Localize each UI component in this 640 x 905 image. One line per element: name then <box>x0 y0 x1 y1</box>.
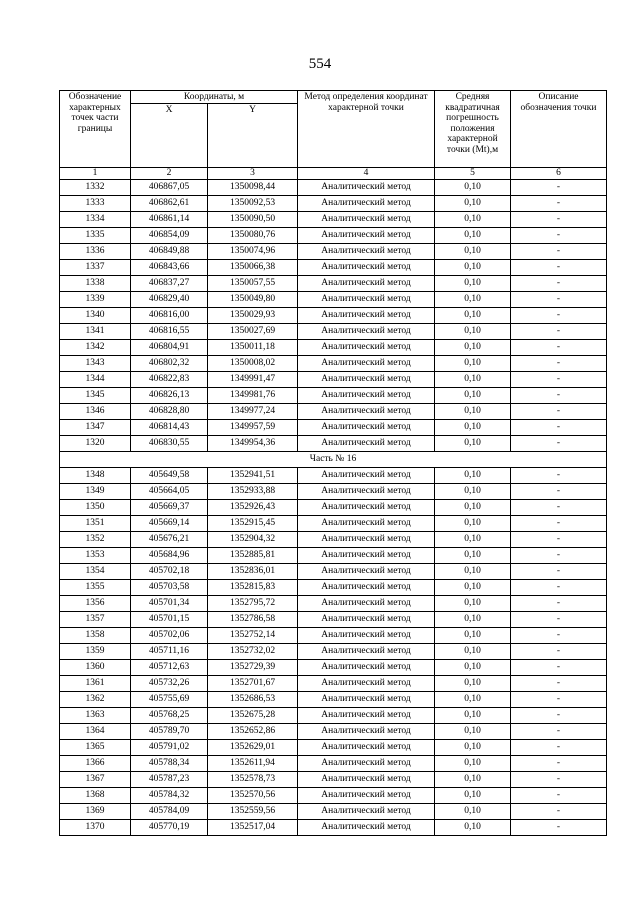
y-coordinate-cell: 1350066,38 <box>208 260 298 276</box>
y-coordinate-cell: 1352752,14 <box>208 628 298 644</box>
x-coordinate-cell: 406802,32 <box>131 356 208 372</box>
description-cell: - <box>511 468 607 484</box>
table-row <box>60 612 607 628</box>
method-cell: Аналитический метод <box>298 356 435 372</box>
x-coordinate-cell: 406830,55 <box>131 436 208 452</box>
mean-error-cell: 0,10 <box>435 196 511 212</box>
mean-error-cell: 0,10 <box>435 468 511 484</box>
description-cell: - <box>511 740 607 756</box>
table-row <box>60 356 607 372</box>
y-coordinate-cell: 1350029,93 <box>208 308 298 324</box>
table-row <box>60 180 607 196</box>
header-coordinates: Координаты, м <box>131 91 298 104</box>
x-coordinate-cell: 405701,15 <box>131 612 208 628</box>
description-cell: - <box>511 420 607 436</box>
x-coordinate-cell: 405669,37 <box>131 500 208 516</box>
y-coordinate-cell: 1352904,32 <box>208 532 298 548</box>
table-row <box>60 548 607 564</box>
mean-error-cell: 0,10 <box>435 180 511 196</box>
y-coordinate-cell: 1350027,69 <box>208 324 298 340</box>
table-body-part-a <box>60 180 607 452</box>
coordinates-table <box>59 90 607 836</box>
table-row <box>60 340 607 356</box>
point-number-cell: 1344 <box>60 372 131 388</box>
y-coordinate-cell: 1350098,44 <box>208 180 298 196</box>
mean-error-cell: 0,10 <box>435 484 511 500</box>
point-number-cell: 1339 <box>60 292 131 308</box>
mean-error-cell: 0,10 <box>435 580 511 596</box>
mean-error-cell: 0,10 <box>435 644 511 660</box>
x-coordinate-cell: 406829,40 <box>131 292 208 308</box>
method-cell: Аналитический метод <box>298 692 435 708</box>
y-coordinate-cell: 1352559,56 <box>208 804 298 820</box>
x-coordinate-cell: 405676,21 <box>131 532 208 548</box>
x-coordinate-cell: 406816,55 <box>131 324 208 340</box>
description-cell: - <box>511 660 607 676</box>
point-number-cell: 1343 <box>60 356 131 372</box>
mean-error-cell: 0,10 <box>435 324 511 340</box>
method-cell: Аналитический метод <box>298 548 435 564</box>
x-coordinate-cell: 406816,00 <box>131 308 208 324</box>
description-cell: - <box>511 228 607 244</box>
description-cell: - <box>511 564 607 580</box>
mean-error-cell: 0,10 <box>435 676 511 692</box>
point-number-cell: 1359 <box>60 644 131 660</box>
method-cell: Аналитический метод <box>298 644 435 660</box>
description-cell: - <box>511 756 607 772</box>
method-cell: Аналитический метод <box>298 324 435 340</box>
point-number-cell: 1345 <box>60 388 131 404</box>
point-number-cell: 1355 <box>60 580 131 596</box>
mean-error-cell: 0,10 <box>435 772 511 788</box>
mean-error-cell: 0,10 <box>435 212 511 228</box>
mean-error-cell: 0,10 <box>435 228 511 244</box>
description-cell: - <box>511 820 607 836</box>
y-coordinate-cell: 1352701,67 <box>208 676 298 692</box>
method-cell: Аналитический метод <box>298 500 435 516</box>
column-number: 6 <box>511 168 607 180</box>
y-coordinate-cell: 1352652,86 <box>208 724 298 740</box>
method-cell: Аналитический метод <box>298 196 435 212</box>
description-cell: - <box>511 580 607 596</box>
method-cell: Аналитический метод <box>298 436 435 452</box>
point-number-cell: 1357 <box>60 612 131 628</box>
mean-error-cell: 0,10 <box>435 420 511 436</box>
header-y: Y <box>208 104 298 168</box>
part-separator <box>60 452 607 468</box>
point-number-cell: 1367 <box>60 772 131 788</box>
table-row <box>60 772 607 788</box>
point-number-cell: 1335 <box>60 228 131 244</box>
description-cell: - <box>511 596 607 612</box>
table-row <box>60 596 607 612</box>
x-coordinate-cell: 405702,18 <box>131 564 208 580</box>
table-row <box>60 804 607 820</box>
point-number-cell: 1368 <box>60 788 131 804</box>
y-coordinate-cell: 1349977,24 <box>208 404 298 420</box>
description-cell: - <box>511 484 607 500</box>
description-cell: - <box>511 260 607 276</box>
method-cell: Аналитический метод <box>298 516 435 532</box>
y-coordinate-cell: 1352926,43 <box>208 500 298 516</box>
table-row <box>60 820 607 836</box>
method-cell: Аналитический метод <box>298 804 435 820</box>
table-row <box>60 372 607 388</box>
description-cell: - <box>511 532 607 548</box>
description-cell: - <box>511 356 607 372</box>
x-coordinate-cell: 405703,58 <box>131 580 208 596</box>
point-number-cell: 1333 <box>60 196 131 212</box>
header-point-designation: Обозначение характерных точек части границы <box>60 91 131 168</box>
description-cell: - <box>511 612 607 628</box>
mean-error-cell: 0,10 <box>435 548 511 564</box>
mean-error-cell: 0,10 <box>435 276 511 292</box>
description-cell: - <box>511 804 607 820</box>
mean-error-cell: 0,10 <box>435 596 511 612</box>
point-number-cell: 1346 <box>60 404 131 420</box>
y-coordinate-cell: 1350057,55 <box>208 276 298 292</box>
mean-error-cell: 0,10 <box>435 740 511 756</box>
y-coordinate-cell: 1352941,51 <box>208 468 298 484</box>
table-row <box>60 260 607 276</box>
point-number-cell: 1332 <box>60 180 131 196</box>
point-number-cell: 1347 <box>60 420 131 436</box>
page-number: 554 <box>308 56 332 72</box>
description-cell: - <box>511 324 607 340</box>
table-row <box>60 676 607 692</box>
y-coordinate-cell: 1352675,28 <box>208 708 298 724</box>
point-number-cell: 1337 <box>60 260 131 276</box>
y-coordinate-cell: 1352578,73 <box>208 772 298 788</box>
mean-error-cell: 0,10 <box>435 356 511 372</box>
point-number-cell: 1358 <box>60 628 131 644</box>
x-coordinate-cell: 405732,26 <box>131 676 208 692</box>
point-number-cell: 1363 <box>60 708 131 724</box>
y-coordinate-cell: 1350090,50 <box>208 212 298 228</box>
table-row <box>60 740 607 756</box>
y-coordinate-cell: 1352611,94 <box>208 756 298 772</box>
x-coordinate-cell: 405784,09 <box>131 804 208 820</box>
point-number-cell: 1361 <box>60 676 131 692</box>
mean-error-cell: 0,10 <box>435 292 511 308</box>
y-coordinate-cell: 1349954,36 <box>208 436 298 452</box>
header-mean-error: Средняя квадратичная погрешность положения характерной точки (Mt),м <box>435 91 511 168</box>
mean-error-cell: 0,10 <box>435 260 511 276</box>
column-number: 5 <box>435 168 511 180</box>
x-coordinate-cell: 406828,80 <box>131 404 208 420</box>
description-cell: - <box>511 372 607 388</box>
method-cell: Аналитический метод <box>298 388 435 404</box>
description-cell: - <box>511 708 607 724</box>
description-cell: - <box>511 676 607 692</box>
mean-error-cell: 0,10 <box>435 660 511 676</box>
point-number-cell: 1352 <box>60 532 131 548</box>
point-number-cell: 1369 <box>60 804 131 820</box>
method-cell: Аналитический метод <box>298 372 435 388</box>
method-cell: Аналитический метод <box>298 308 435 324</box>
x-coordinate-cell: 406822,83 <box>131 372 208 388</box>
x-coordinate-cell: 406826,13 <box>131 388 208 404</box>
mean-error-cell: 0,10 <box>435 756 511 772</box>
y-coordinate-cell: 1352786,58 <box>208 612 298 628</box>
method-cell: Аналитический метод <box>298 660 435 676</box>
point-number-cell: 1354 <box>60 564 131 580</box>
point-number-cell: 1370 <box>60 820 131 836</box>
point-number-cell: 1338 <box>60 276 131 292</box>
method-cell: Аналитический метод <box>298 788 435 804</box>
method-cell: Аналитический метод <box>298 580 435 596</box>
y-coordinate-cell: 1352836,01 <box>208 564 298 580</box>
x-coordinate-cell: 405789,70 <box>131 724 208 740</box>
table-row <box>60 212 607 228</box>
point-number-cell: 1351 <box>60 516 131 532</box>
mean-error-cell: 0,10 <box>435 788 511 804</box>
y-coordinate-cell: 1352732,02 <box>208 644 298 660</box>
method-cell: Аналитический метод <box>298 484 435 500</box>
mean-error-cell: 0,10 <box>435 372 511 388</box>
method-cell: Аналитический метод <box>298 724 435 740</box>
description-cell: - <box>511 788 607 804</box>
method-cell: Аналитический метод <box>298 244 435 260</box>
column-number: 2 <box>131 168 208 180</box>
x-coordinate-cell: 405755,69 <box>131 692 208 708</box>
method-cell: Аналитический метод <box>298 756 435 772</box>
method-cell: Аналитический метод <box>298 532 435 548</box>
point-number-cell: 1364 <box>60 724 131 740</box>
x-coordinate-cell: 406849,88 <box>131 244 208 260</box>
x-coordinate-cell: 406843,66 <box>131 260 208 276</box>
method-cell: Аналитический метод <box>298 708 435 724</box>
mean-error-cell: 0,10 <box>435 724 511 740</box>
point-number-cell: 1340 <box>60 308 131 324</box>
description-cell: - <box>511 180 607 196</box>
table-row <box>60 388 607 404</box>
mean-error-cell: 0,10 <box>435 820 511 836</box>
x-coordinate-cell: 405788,34 <box>131 756 208 772</box>
mean-error-cell: 0,10 <box>435 340 511 356</box>
x-coordinate-cell: 405784,32 <box>131 788 208 804</box>
method-cell: Аналитический метод <box>298 340 435 356</box>
table-row <box>60 500 607 516</box>
table-row <box>60 244 607 260</box>
point-number-cell: 1353 <box>60 548 131 564</box>
table-row <box>60 276 607 292</box>
point-number-cell: 1365 <box>60 740 131 756</box>
y-coordinate-cell: 1349981,76 <box>208 388 298 404</box>
y-coordinate-cell: 1352729,39 <box>208 660 298 676</box>
point-number-cell: 1341 <box>60 324 131 340</box>
x-coordinate-cell: 406854,09 <box>131 228 208 244</box>
x-coordinate-cell: 406861,14 <box>131 212 208 228</box>
y-coordinate-cell: 1352915,45 <box>208 516 298 532</box>
point-number-cell: 1320 <box>60 436 131 452</box>
x-coordinate-cell: 406837,27 <box>131 276 208 292</box>
point-number-cell: 1362 <box>60 692 131 708</box>
method-cell: Аналитический метод <box>298 468 435 484</box>
description-cell: - <box>511 340 607 356</box>
mean-error-cell: 0,10 <box>435 404 511 420</box>
method-cell: Аналитический метод <box>298 564 435 580</box>
description-cell: - <box>511 692 607 708</box>
x-coordinate-cell: 406814,43 <box>131 420 208 436</box>
table-row <box>60 788 607 804</box>
x-coordinate-cell: 405649,58 <box>131 468 208 484</box>
table-row <box>60 308 607 324</box>
table-row <box>60 324 607 340</box>
y-coordinate-cell: 1352517,04 <box>208 820 298 836</box>
point-number-cell: 1348 <box>60 468 131 484</box>
method-cell: Аналитический метод <box>298 420 435 436</box>
description-cell: - <box>511 516 607 532</box>
x-coordinate-cell: 406867,05 <box>131 180 208 196</box>
description-cell: - <box>511 276 607 292</box>
x-coordinate-cell: 405791,02 <box>131 740 208 756</box>
table-row <box>60 724 607 740</box>
mean-error-cell: 0,10 <box>435 308 511 324</box>
description-cell: - <box>511 196 607 212</box>
description-cell: - <box>511 772 607 788</box>
point-number-cell: 1334 <box>60 212 131 228</box>
mean-error-cell: 0,10 <box>435 612 511 628</box>
y-coordinate-cell: 1352795,72 <box>208 596 298 612</box>
table-row <box>60 404 607 420</box>
y-coordinate-cell: 1349991,47 <box>208 372 298 388</box>
method-cell: Аналитический метод <box>298 596 435 612</box>
table-row <box>60 228 607 244</box>
method-cell: Аналитический метод <box>298 404 435 420</box>
table-row <box>60 756 607 772</box>
y-coordinate-cell: 1349957,59 <box>208 420 298 436</box>
table-row <box>60 468 607 484</box>
method-cell: Аналитический метод <box>298 820 435 836</box>
table-row <box>60 580 607 596</box>
y-coordinate-cell: 1352570,56 <box>208 788 298 804</box>
y-coordinate-cell: 1352686,53 <box>208 692 298 708</box>
x-coordinate-cell: 405702,06 <box>131 628 208 644</box>
method-cell: Аналитический метод <box>298 228 435 244</box>
y-coordinate-cell: 1352885,81 <box>208 548 298 564</box>
mean-error-cell: 0,10 <box>435 244 511 260</box>
point-number-cell: 1342 <box>60 340 131 356</box>
description-cell: - <box>511 292 607 308</box>
table-row <box>60 708 607 724</box>
description-cell: - <box>511 724 607 740</box>
mean-error-cell: 0,10 <box>435 692 511 708</box>
table-row <box>60 692 607 708</box>
mean-error-cell: 0,10 <box>435 564 511 580</box>
mean-error-cell: 0,10 <box>435 532 511 548</box>
x-coordinate-cell: 405669,14 <box>131 516 208 532</box>
table-row <box>60 292 607 308</box>
mean-error-cell: 0,10 <box>435 388 511 404</box>
method-cell: Аналитический метод <box>298 212 435 228</box>
method-cell: Аналитический метод <box>298 276 435 292</box>
description-cell: - <box>511 436 607 452</box>
x-coordinate-cell: 405787,23 <box>131 772 208 788</box>
x-coordinate-cell: 405711,16 <box>131 644 208 660</box>
mean-error-cell: 0,10 <box>435 628 511 644</box>
mean-error-cell: 0,10 <box>435 436 511 452</box>
table-row <box>60 196 607 212</box>
x-coordinate-cell: 405712,63 <box>131 660 208 676</box>
description-cell: - <box>511 388 607 404</box>
table-row <box>60 484 607 500</box>
table-row <box>60 420 607 436</box>
method-cell: Аналитический метод <box>298 612 435 628</box>
mean-error-cell: 0,10 <box>435 500 511 516</box>
table-row <box>60 660 607 676</box>
description-cell: - <box>511 548 607 564</box>
table-row <box>60 564 607 580</box>
method-cell: Аналитический метод <box>298 772 435 788</box>
description-cell: - <box>511 644 607 660</box>
header-x: X <box>131 104 208 168</box>
point-number-cell: 1356 <box>60 596 131 612</box>
point-number-cell: 1350 <box>60 500 131 516</box>
description-cell: - <box>511 500 607 516</box>
y-coordinate-cell: 1350092,53 <box>208 196 298 212</box>
table-row <box>60 516 607 532</box>
point-number-cell: 1366 <box>60 756 131 772</box>
point-number-cell: 1336 <box>60 244 131 260</box>
table-body-part-b <box>60 468 607 836</box>
method-cell: Аналитический метод <box>298 740 435 756</box>
point-number-cell: 1360 <box>60 660 131 676</box>
y-coordinate-cell: 1352629,01 <box>208 740 298 756</box>
table-row <box>60 628 607 644</box>
column-number: 3 <box>208 168 298 180</box>
description-cell: - <box>511 308 607 324</box>
description-cell: - <box>511 244 607 260</box>
x-coordinate-cell: 405701,34 <box>131 596 208 612</box>
y-coordinate-cell: 1350074,96 <box>208 244 298 260</box>
y-coordinate-cell: 1350049,80 <box>208 292 298 308</box>
header-method: Метод определения координат характерной точки <box>298 91 435 168</box>
x-coordinate-cell: 405770,19 <box>131 820 208 836</box>
method-cell: Аналитический метод <box>298 292 435 308</box>
y-coordinate-cell: 1350080,76 <box>208 228 298 244</box>
part-label: Часть № 16 <box>60 452 607 468</box>
x-coordinate-cell: 406862,61 <box>131 196 208 212</box>
description-cell: - <box>511 212 607 228</box>
point-number-cell: 1349 <box>60 484 131 500</box>
y-coordinate-cell: 1350008,02 <box>208 356 298 372</box>
table-row <box>60 532 607 548</box>
method-cell: Аналитический метод <box>298 260 435 276</box>
header-description: Описание обозначения точки <box>511 91 607 168</box>
y-coordinate-cell: 1352815,83 <box>208 580 298 596</box>
x-coordinate-cell: 406804,91 <box>131 340 208 356</box>
y-coordinate-cell: 1352933,88 <box>208 484 298 500</box>
method-cell: Аналитический метод <box>298 628 435 644</box>
x-coordinate-cell: 405684,96 <box>131 548 208 564</box>
description-cell: - <box>511 404 607 420</box>
y-coordinate-cell: 1350011,18 <box>208 340 298 356</box>
mean-error-cell: 0,10 <box>435 708 511 724</box>
description-cell: - <box>511 628 607 644</box>
method-cell: Аналитический метод <box>298 180 435 196</box>
table-row <box>60 644 607 660</box>
x-coordinate-cell: 405768,25 <box>131 708 208 724</box>
mean-error-cell: 0,10 <box>435 516 511 532</box>
column-number: 1 <box>60 168 131 180</box>
method-cell: Аналитический метод <box>298 676 435 692</box>
table-row <box>60 436 607 452</box>
x-coordinate-cell: 405664,05 <box>131 484 208 500</box>
column-number: 4 <box>298 168 435 180</box>
mean-error-cell: 0,10 <box>435 804 511 820</box>
